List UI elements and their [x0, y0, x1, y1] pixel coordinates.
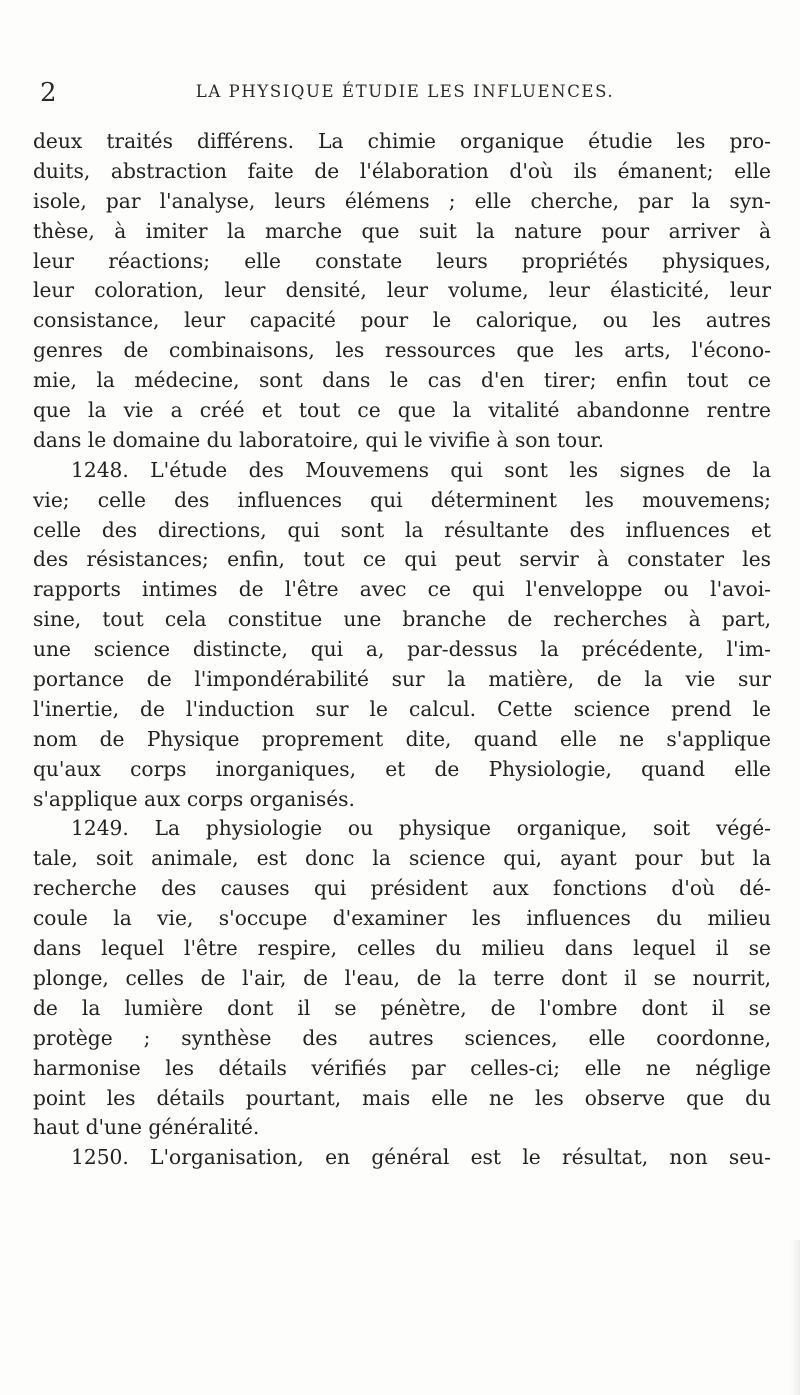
text-line: sine, tout cela constitue une branche de recherches à part,: [33, 607, 771, 632]
text-line: deux traités différens. La chimie organique étudie les pro-: [33, 129, 771, 153]
paragraph-1248-start: 1248. L'étude des Mouvemens qui sont les signes de la: [71, 457, 771, 482]
text-line: une science distincte, qui a, par-dessus la précédente, l'im-: [33, 637, 771, 662]
text-line: des résistances; enfin, tout ce qui peut servir à constater les: [33, 547, 771, 572]
text-line: isole, par l'analyse, leurs élémens ; elle cherche, par la syn-: [33, 188, 771, 213]
text-line: thèse, à imiter la marche que suit la nature pour arriver à: [33, 218, 771, 243]
text-line: tale, soit animale, est donc la science qui, ayant pour but la: [33, 846, 771, 871]
page-edge-shadow: [790, 1240, 800, 1395]
text-line: vie; celle des influences qui déterminent les mouvemens;: [33, 487, 771, 512]
text-line: genres de combinaisons, les ressources que les arts, l'écono-: [33, 338, 771, 363]
text-line: nom de Physique proprement dite, quand elle ne s'applique: [33, 726, 771, 751]
text-line: mie, la médecine, sont dans le cas d'en tirer; enfin tout ce: [33, 368, 771, 393]
text-line: duits, abstraction faite de l'élaboration d'où ils émanent; elle: [33, 158, 771, 183]
text-line: l'inertie, de l'induction sur le calcul. Cette science prend le: [33, 696, 771, 721]
page-number: 2: [40, 78, 57, 108]
text-line: leur coloration, leur densité, leur volume, leur élasticité, leur: [33, 278, 771, 303]
text-line: rapports intimes de l'être avec ce qui l'enveloppe ou l'avoi-: [33, 577, 771, 602]
text-line: qu'aux corps inorganiques, et de Physiologie, quand elle: [33, 756, 771, 781]
body-text: [33, 127, 771, 1173]
page-header: [40, 78, 770, 108]
text-line: leur réactions; elle constate leurs propriétés physiques,: [33, 248, 771, 273]
paragraph-1249-start: 1249. La physiologie ou physique organique, soit végé-: [71, 816, 771, 841]
text-line: dans le domaine du laboratoire, qui le vivifie à son tour.: [33, 427, 605, 452]
text-line: recherche des causes qui président aux fonctions d'où dé-: [33, 876, 771, 901]
text-line: que la vie a créé et tout ce que la vitalité abandonne rentre: [33, 398, 771, 423]
text-line: coule la vie, s'occupe d'examiner les influences du milieu: [33, 906, 771, 931]
text-line: haut d'une généralité.: [33, 1115, 260, 1140]
text-line: plonge, celles de l'air, de l'eau, de la terre dont il se nourrit,: [33, 965, 771, 990]
paragraph-1250-start: 1250. L'organisation, en général est le résultat, non seu-: [71, 1145, 771, 1170]
text-line: harmonise les détails vérifiés par celles-ci; elle ne néglige: [33, 1055, 771, 1080]
text-line: celle des directions, qui sont la résultante des influences et: [33, 517, 771, 542]
text-line: de la lumière dont il se pénètre, de l'ombre dont il se: [33, 995, 771, 1020]
text-line: consistance, leur capacité pour le calorique, ou les autres: [33, 308, 771, 333]
running-head: LA PHYSIQUE ÉTUDIE LES INFLUENCES.: [195, 82, 615, 101]
text-line: protège ; synthèse des autres sciences, elle coordonne,: [33, 1025, 771, 1050]
text-line: s'applique aux corps organisés.: [33, 786, 355, 811]
text-line: portance de l'impondérabilité sur la matière, de la vie sur: [33, 667, 771, 692]
text-line: dans lequel l'être respire, celles du milieu dans lequel il se: [33, 936, 771, 961]
text-line: point les détails pourtant, mais elle ne les observe que du: [33, 1085, 771, 1110]
